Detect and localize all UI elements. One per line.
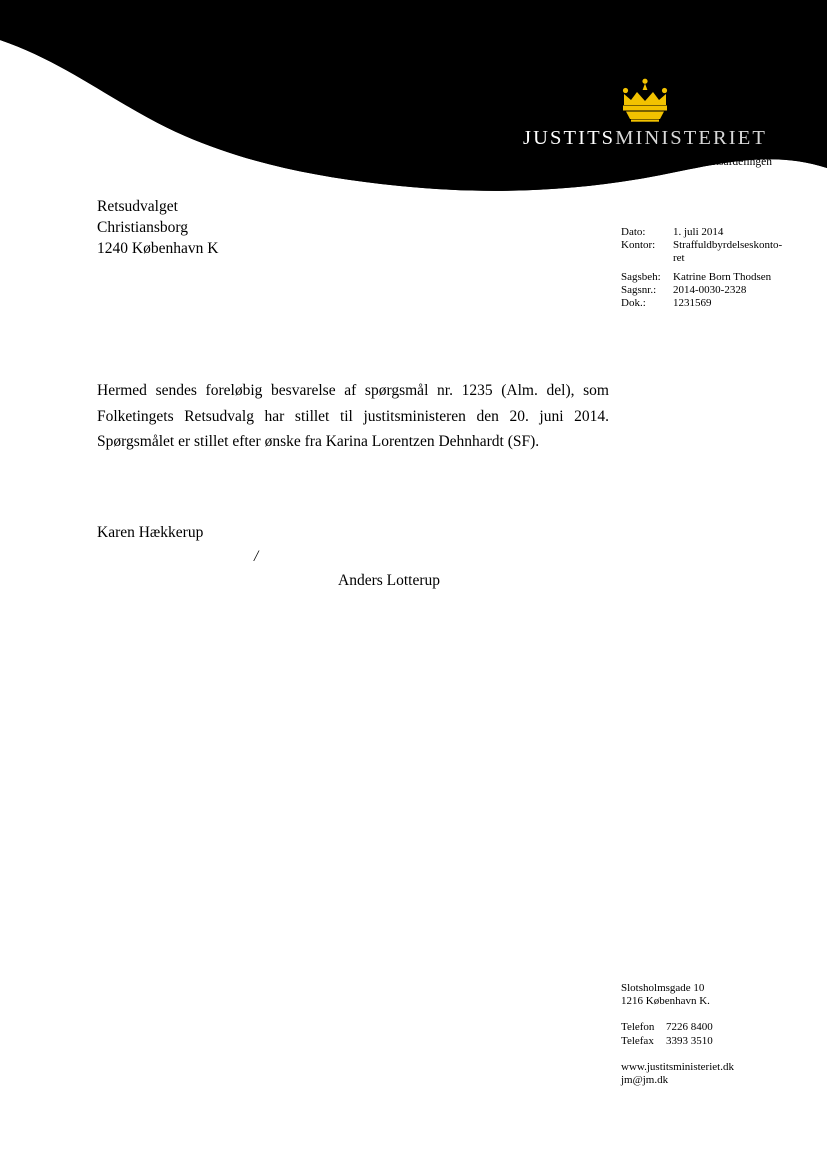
meta-row [621, 284, 811, 297]
case-metadata [621, 226, 811, 310]
recipient-line-2: Christiansborg [97, 219, 188, 236]
footer-telefax-value: 3393 3510 [666, 1034, 713, 1047]
footer-address-line1: Slotsholmsgade 10 [621, 982, 705, 994]
footer-web [621, 1061, 734, 1087]
recipient-address [97, 196, 218, 259]
letter-body: Hermed sendes foreløbig besvarelse af spørgsmål nr. 1235 (Alm. del), som Folketingets Retsudvalg har stillet til justitsministeren den 20. juni 2014. Spørgsmålet er stillet efter ønske fra Karina Lorentzen Dehnhardt (SF). [97, 382, 609, 450]
footer-telefax-label: Telefax [621, 1034, 654, 1047]
meta-value-dok: 1231569 [673, 297, 712, 310]
recipient-line-3: 1240 København K [97, 240, 219, 257]
meta-value-dato: 1. juli 2014 [673, 226, 724, 238]
footer-contact [621, 982, 734, 1087]
meta-label-sagsbeh: Sagsbeh: [621, 270, 661, 283]
royal-crown-icon [617, 78, 673, 122]
meta-value-sagsbeh: Katrine Born Thodsen [673, 270, 772, 283]
department-label: Politi- og Strafferetsafdelingen [629, 155, 772, 168]
footer-telefon-row [621, 1021, 734, 1034]
meta-row [621, 239, 811, 252]
meta-row [621, 271, 811, 284]
meta-value-kontor-cont: ret [673, 252, 685, 265]
meta-label-dato: Dato: [621, 226, 646, 238]
signature-minister: Karen Hækkerup [97, 524, 204, 541]
recipient-line-1: Retsudvalget [97, 198, 178, 215]
ministry-name-secondary: MINISTERIET [615, 127, 767, 149]
meta-row [621, 252, 811, 265]
meta-label-sagsnr: Sagsnr.: [621, 283, 657, 296]
ministry-name [510, 128, 780, 149]
meta-row [621, 226, 811, 239]
footer-website[interactable]: www.justitsministeriet.dk [621, 1060, 734, 1073]
meta-row [621, 297, 811, 310]
ministry-name-primary: JUSTITS [523, 127, 616, 149]
meta-value-kontor: Straffuldbyrdelseskonto- [673, 239, 783, 252]
ministry-logo [510, 78, 780, 168]
footer-email[interactable]: jm@jm.dk [621, 1074, 669, 1087]
footer-address [621, 982, 734, 1008]
meta-label-kontor: Kontor: [621, 239, 656, 252]
signature-separator: / [254, 548, 259, 565]
meta-label-kontor-cont [621, 252, 673, 265]
footer-telefon-label: Telefon [621, 1021, 655, 1034]
footer-address-line2: 1216 København K. [621, 995, 710, 1008]
footer-telefax-row [621, 1035, 734, 1048]
meta-label-dok: Dok.: [621, 297, 646, 310]
signature-secondary: Anders Lotterup [338, 572, 441, 589]
footer-phone [621, 1021, 734, 1047]
footer-telefon-value: 7226 8400 [666, 1021, 713, 1034]
meta-value-sagsnr: 2014-0030-2328 [673, 283, 747, 296]
